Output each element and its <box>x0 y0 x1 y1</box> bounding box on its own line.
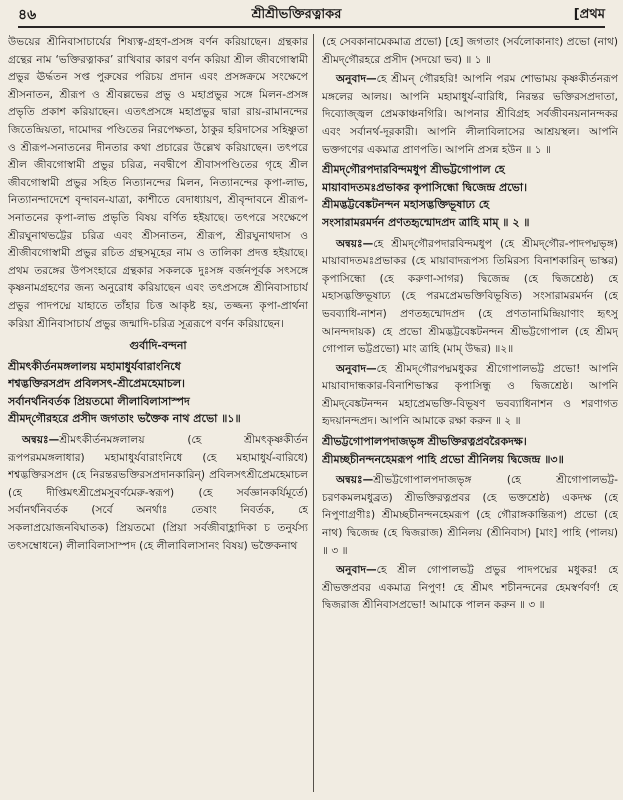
right-column <box>322 34 618 792</box>
section-label: [প্রথম <box>573 6 605 22</box>
verse-line: সর্বানর্থনিবর্তক প্রিয়তমো লীলাবিলাসাস্পদ <box>8 394 190 408</box>
verse-line: শ্রীমৎকীর্তনমঙ্গলালয় মহামাধুর্যবারাংনিধে <box>8 359 181 373</box>
anuvad-label: অনুবাদ— <box>336 362 377 375</box>
anuvad-2 <box>322 361 618 431</box>
section-heading: গুর্বাদি-বন্দনা <box>129 339 187 353</box>
verse-1 <box>8 358 308 428</box>
column-divider <box>313 34 314 792</box>
anvaya-label: অন্বয়ঃ— <box>336 474 374 487</box>
anvaya-1 <box>8 432 308 555</box>
anvaya-text: হে শ্রীমদ্‌গৌরপদারবিন্দমধুপ (হে শ্রীমদ্‌গৌর-পাদপদ্মভৃঙ্গ) মায়াবাদতমঃপ্রভাকর (হে মায়াবাদরূপস্য তিমিরস্য বিনাশকারিন্ ভাস্কর) কৃপাসিন্ধো (হে করুণা-সাগর) দ্বিজেন্দ্র (হে দ্বিজশ্রেষ্ঠ) হে মহাসদ্ভক্তিভূষাঢ্য (হে পরমপ্রেমভক্তিবিভূষিত) সংসারামরমর্দন (হে ভবব্যাধি-নাশন) প্রণতহৃন্মোদপ্রদ (হে প্রণতানামিন্দ্রিয়াণাং হৃৎসু আনন্দদায়ক) হে প্রভো শ্রীমদ্ভট্টবেঙ্কটনন্দন শ্রীভট্টগোপাল (হে শ্রীমদ্ গোপাল ভট্টপ্রভো) মাং ত্রাহি (মাম্ উদ্ধর) ॥২॥ <box>322 237 618 356</box>
left-column <box>8 34 308 792</box>
verse-line: শ্রীমদ্‌গৌরহরে প্রসীদ জগতাং ভক্তৈক নাথ প্রভো ॥১॥ <box>8 412 241 426</box>
anuvad-text: হে শ্রীল গোপালভট্ট প্রভুর পাদপদ্মের মধুকর! হে শ্রীভক্তপ্রবর একমাত্র নিপুণ! হে শ্রীমৎ শচীনন্দনের হেমস্বর্ণবর্ণ! হে দ্বিজরাজ শ্রীনিবাসপ্রভো! আমাকে পালন করুন ॥ ৩ ॥ <box>322 564 618 612</box>
verse-line: শশ্বদ্ভক্তিরসপ্রদ প্রবিলসৎ-শ্রীপ্রেমহেমাচল। <box>8 377 185 391</box>
verse-line: শ্রীভট্টগোপালপদাজভৃঙ্গ শ্রীভক্তিরত্নপ্রবরৈকদক্ষ। <box>322 435 527 449</box>
running-title: শ্রীশ্রীভক্তিরত্নাকর <box>251 6 342 22</box>
anuvad-label: অনুবাদ— <box>336 73 377 86</box>
verse-line: শ্রীমদ্‌গৌরপদারবিন্দমধুপ শ্রীভট্টগোপাল হে <box>322 163 505 177</box>
anuvad-3 <box>322 562 618 615</box>
verse-line: সংসারামরমর্দন প্রণতহৃন্মোদপ্রদ ত্রাহি মাম্ ॥ ২ ॥ <box>322 215 530 229</box>
anuvad-text: হে শ্রীমদ্‌গৌরপদ্মমধুকর শ্রীগোপালভট্ট প্রভো! আপনি মায়াবাদান্ধকার-বিনাশিভাস্কর কৃপাসিন্ধু ও দ্বিজশ্রেষ্ঠ। আপনি শ্রীমদ্‌বেঙ্কটনন্দন মহাপ্রেমভক্তি-বিভূষণ ভবব্যাধিনাশন ও শরণাগত হৃদয়ানন্দপ্রদ। আপনি আমাকে রক্ষা করুন ॥ ২ ॥ <box>322 362 618 428</box>
anuvad-1 <box>322 71 618 159</box>
verse-3 <box>322 433 618 468</box>
anvaya-2 <box>322 236 618 359</box>
anvaya-label: অন্বয়ঃ— <box>22 434 60 447</box>
verse-line: শ্রীমদ্ভট্টবেঙ্কটনন্দন মহাসদ্ভক্তিভূষাঢ্য হে <box>322 198 489 212</box>
intro-paragraph: উভয়ের শ্রীনিবাসাচার্যের শিষ্যত্ব-গ্রহণ-প্রসঙ্গ বর্ণন করিয়াছেন। গ্রন্থকার গ্রন্থের নাম ‘ভক্তিরত্নাকর’ রাখিবার কারণ বর্ণন করিয়া শ্রীল জীবগোস্বামী প্রভুর ঊর্দ্ধতন সপ্ত পুরুষের পরিচয় প্রদান এবং প্রসঙ্গক্রমে সংক্ষেপে শ্রীসনাতন, শ্রীরূপ ও শ্রীবল্লভের প্রভু ও মহাপ্রভুর সঙ্গে মিলন-প্রসঙ্গ প্রভৃতি প্রকাশ করিয়াছেন। এতৎপ্রসঙ্গে মহাপ্রভুর দ্বারা রায়-রামানন্দের জিতেন্দ্রিয়তা, দামোদর পণ্ডিতের নিরপেক্ষতা, ঠাকুর হরিদাসের সহিষ্ণুতা ও শ্রীরূপ-সনাতনের দীনতার কথা প্রচারের উল্লেখ করিয়াছেন। তৎপরে শ্রীল জীবগোস্বামী প্রভুর চরিত্র, নবদ্বীপে শ্রীবাসপণ্ডিতের গৃহে শ্রীল জীবগোস্বামী প্রভুর সহিত নিত্যানন্দের মিলন, নিত্যানন্দের কৃপা-লাভ, নিত্যানন্দাদেশে বৃন্দাবন-যাত্রা, কাশীতে বেদাধ্যায়ণ, শ্রীবৃন্দাবনে শ্রীরূপ-সনাতনের কৃপা-লাভ প্রভৃতি বিষয় বর্ণিত হইয়াছে। তৎপরে সংক্ষেপে শ্রীরঘুনাথভট্টের চরিত্র এবং শ্রীসনাতন, শ্রীরূপ, শ্রীরঘুনাথদাস ও শ্রীজীবগোস্বামী প্রভুর রচিত গ্রন্থসমূহের নাম ও তালিকা প্রদত্ত হইয়াছে। প্রথম তরঙ্গের উপসংহারে গ্রন্থকার সকলকে দুঃসঙ্গ বর্জনপূর্বক সৎসঙ্গে কৃষ্ণনামগ্রহণের জন্য অনুরোধ করিয়াছেন এবং তৎপ্রসঙ্গে শ্রীনিবাসাচার্য প্রভুর পাদপদ্মে যাহাতে তাঁহার চিত্ত আকৃষ্ট হয়, তজ্জন্য কৃপা-প্রার্থনা করিয়া শ্রীনিবাসাচার্য প্রভুর জন্মাদি-চরিত্র সূত্ররূপে বর্ণন করিয়াছেন। <box>8 36 308 330</box>
verse-2 <box>322 161 618 231</box>
anvaya-3 <box>322 472 618 560</box>
verse-line: শ্রীমচ্ছচীনন্দনহেমরূপ পাহি প্রভো শ্রীনিলয় দ্বিজেন্দ্র ॥৩॥ <box>322 452 564 466</box>
anuvad-label: অনুবাদ— <box>336 564 377 577</box>
verse-line: মায়াবাদতমঃপ্রভাকর কৃপাসিন্ধো দ্বিজেন্দ্র প্রভো। <box>322 180 527 194</box>
anvaya-text: শ্রীভট্টগোপালপদাজভৃঙ্গ (হে শ্রীগোপালভট্ট-চরণকমলমধুব্রত) শ্রীভক্তিরত্নপ্রবর (হে ভক্তশ্রেষ্ঠ) একদক্ষ (হে নিপুণাগ্রণীঃ) শ্রীমচ্ছচীনন্দনহেমরূপ (হে গৌরাঙ্গকান্তিরূপ) প্রভো (হে নাথ) দ্বিজেন্দ্র (হে দ্বিজরাজ) শ্রীনিলয় (শ্রীনিবাস) [মাং] পাহি (পালয়) ॥ ৩ ॥ <box>322 474 618 557</box>
page-header <box>18 4 605 28</box>
anvaya-text: শ্রীমৎকীর্তনমঙ্গলালয় (হে শ্রীমৎকৃষ্ণকীর্তন রূপপরমমঙ্গলাধার) মহামাধুর্যবারাংনিধে (হে মহামাধুর্য-বারিধে) শশ্বদ্ভক্তিরসপ্রদ (হে নিরন্তরভক্তিরসপ্রদানকারিন্) প্রবিলসৎশ্রীপ্রেমহেমাচল (হে দীপ্তিমৎশ্রীপ্রেমসুবর্ণমেরু-স্বরূপ) (হে সর্বজ্ঞানকর্যিমূর্তে) সর্বানর্থনিবর্তক (সর্বে অনর্থাঃ তেষাং নিবর্তক, হে সকলাপ্রয়োজনবিঘাতক) প্রিয়তমো (প্রিয়া সর্বজীবাহ্লাদিকা চ তনুর্যস্য তৎসম্বোধনে) লীলাবিলাসাস্পদ (হে লীলাবিলাসানং বিষয়) ভক্তৈকনাথ <box>8 434 308 552</box>
page-number: ৪৬ <box>18 7 37 23</box>
anuvad-text: হে শ্রীমন্‌ গৌরহরি! আপনি পরম শোভাময় কৃষ্ণকীর্তনরূপ মঙ্গলের আলয়। আপনি মহামাধুর্য-বারিধি, নিরন্তর ভক্তিরসপ্রদাতা, দিব্যোজ্জ্বল প্রেমকাঞ্চনগিরি। আপনার শ্রীবিগ্রহ সর্বজীবনয়নানন্দকর এবং সর্বানর্থ-দূরকারী। আপনি লীলাবিলাসের আশ্রয়স্থল। আপনি ভক্তগণের একমাত্র প্রাণপতি। আপনি প্রসন্ন হউন ॥ ১ ॥ <box>322 73 618 156</box>
anvaya-1-continued: (হে সেবকানামেকমাত্র প্রভো) [হে] জগতাং (সর্বলোকানাং) প্রভো (নাথ) শ্রীমদ্‌গৌরহরে প্রসীদ (সদয়ো ভব) ॥ ১ ॥ <box>322 36 618 66</box>
anvaya-label: অন্বয়ঃ— <box>336 237 374 250</box>
